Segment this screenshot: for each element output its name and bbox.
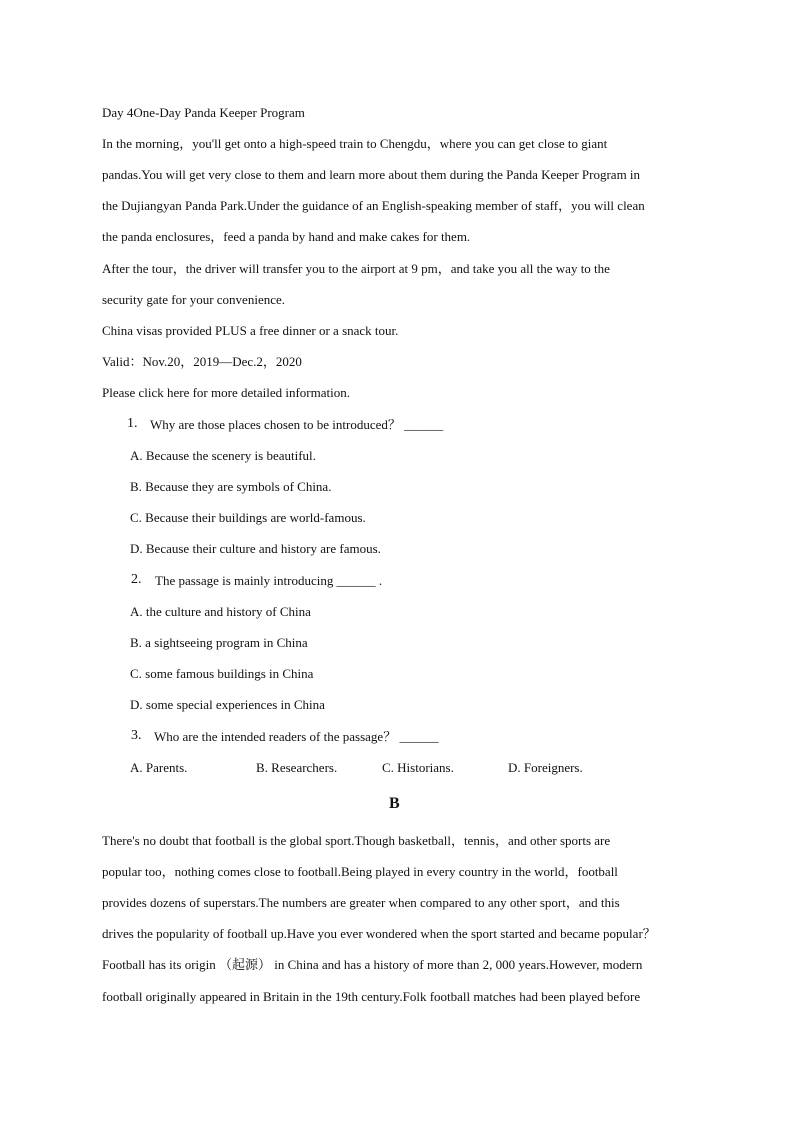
option-text: the culture and history of China [145, 604, 311, 619]
option-c[interactable] [130, 666, 313, 682]
question-number: 1. [127, 416, 138, 431]
option-a[interactable] [130, 604, 311, 620]
option-text: Parents. [145, 760, 188, 775]
option-b[interactable] [256, 760, 337, 776]
section-b-line: popular too，nothing comes close to football.Being played in every country in the world，football [102, 864, 618, 879]
passage-a-line: security gate for your convenience. [102, 292, 286, 307]
option-a[interactable] [130, 760, 187, 776]
question-text: The passage is mainly introducing ______ . [155, 573, 383, 588]
option-text: Because their culture and history are famous. [145, 541, 381, 556]
section-b-line: drives the popularity of football up.Have you ever wondered when the sport started and became popular？ [102, 926, 656, 941]
option-text: Foreigners. [523, 760, 583, 775]
option-letter: B. [256, 760, 268, 775]
option-letter: A. [130, 604, 143, 619]
passage-a-title: Day 4One-Day Panda Keeper Program [102, 105, 305, 120]
option-letter: D. [130, 697, 143, 712]
passage-a-line: Valid：Nov.20，2019—Dec.2，2020 [102, 354, 302, 369]
passage-a-line: In the morning，you'll get onto a high-speed train to Chengdu，where you can get close to giant [102, 136, 608, 151]
section-b-line: There's no doubt that football is the global sport.Though basketball，tennis，and other sports are [102, 833, 611, 848]
option-text: Because they are symbols of China. [145, 479, 332, 494]
question-number: 3. [131, 728, 142, 743]
option-text: Because their buildings are world-famous. [145, 510, 366, 525]
option-text: some famous buildings in China [145, 666, 314, 681]
option-letter: A. [130, 760, 143, 775]
passage-a-line: Please click here for more detailed information. [102, 385, 350, 400]
option-text: Researchers. [271, 760, 338, 775]
section-b-heading: B [389, 795, 400, 812]
option-c[interactable] [382, 760, 454, 776]
option-letter: B. [130, 479, 142, 494]
option-letter: A. [130, 448, 143, 463]
section-b-line: football originally appeared in Britain in the 19th century.Folk football matches had been played before [102, 989, 641, 1004]
option-letter: D. [508, 760, 521, 775]
option-b[interactable] [130, 479, 331, 495]
passage-a-line: pandas.You will get very close to them and learn more about them during the Panda Keeper Program in [102, 167, 641, 182]
option-d[interactable] [508, 760, 583, 776]
option-letter: B. [130, 635, 142, 650]
option-letter: C. [382, 760, 394, 775]
option-text: a sightseeing program in China [145, 635, 308, 650]
passage-a-line: the panda enclosures，feed a panda by hand and make cakes for them. [102, 229, 471, 244]
option-text: Historians. [397, 760, 454, 775]
question-number: 2. [131, 572, 142, 587]
option-d[interactable] [130, 541, 381, 557]
section-b-line: Football has its origin （起源） in China and has a history of more than 2, 000 years.However, modern [102, 957, 643, 972]
option-letter: D. [130, 541, 143, 556]
option-a[interactable] [130, 448, 316, 464]
option-text: Because the scenery is beautiful. [145, 448, 316, 463]
passage-a-line: the Dujiangyan Panda Park.Under the guidance of an English-speaking member of staff，you will clean [102, 198, 645, 213]
passage-a-line: After the tour，the driver will transfer you to the airport at 9 pm，and take you all the way to the [102, 261, 610, 276]
option-b[interactable] [130, 635, 308, 651]
question-text: Why are those places chosen to be introduced？ ______ [150, 417, 444, 432]
section-b-line: provides dozens of superstars.The numbers are greater when compared to any other sport，and this [102, 895, 620, 910]
option-text: some special experiences in China [145, 697, 325, 712]
option-letter: C. [130, 666, 142, 681]
option-letter: C. [130, 510, 142, 525]
option-c[interactable] [130, 510, 366, 526]
passage-a-line: China visas provided PLUS a free dinner or a snack tour. [102, 323, 399, 338]
option-d[interactable] [130, 697, 325, 713]
question-text: Who are the intended readers of the passage？ ______ [154, 729, 439, 744]
